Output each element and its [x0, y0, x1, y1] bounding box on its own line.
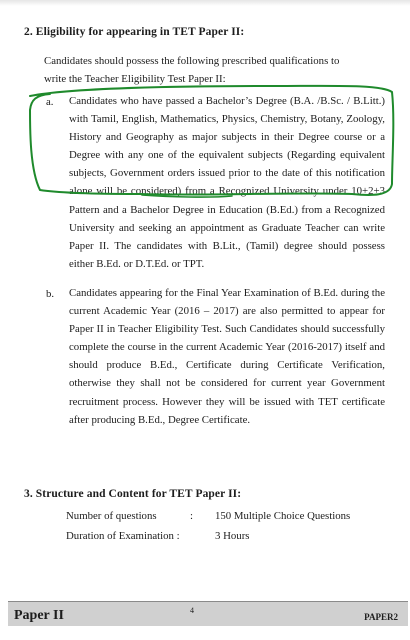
- duration-label: Duration of Examination :: [66, 530, 180, 542]
- footer-paper-label: Paper II: [14, 608, 64, 623]
- questions-value: 150 Multiple Choice Questions: [215, 510, 351, 522]
- footer-bar: [8, 601, 408, 626]
- section-3-heading: 3. Structure and Content for TET Paper II:: [24, 488, 242, 500]
- item-a-text: Candidates who have passed a Bachelor’s Degree (B.A. /B.Sc. / B.Litt.) with Tamil, English, Mathematics, Physics, Chemistry, Botany, Zoology, History and Geography as major subjects in their Degree course or a Degree with any one of the equivalent subjects (Regarding equivalent subjects, Government orders issued prior to the date of this notification alone will be considered) from a Recognized University under 10+2+3 Pattern and a Bachelor Degree in Education (B.Ed.) from a Recognized University and seeking an appointment as Graduate Teacher can write Paper II. The candidates with B.Lit., (Tamil) degree should possess either B.Ed. or D.T.Ed. or TPT.: [69, 95, 385, 270]
- questions-separator: :: [190, 510, 193, 522]
- item-b-text: Candidates appearing for the Final Year Examination of B.Ed. during the current Academic Year (2016 – 2017) are also permitted to appear for Paper II in Teacher Eligibility Test. Such Candidates should successfully complete the course in the current Academic Year (2016-2017) itself and should produce B.Ed., Certificate during Certificate Verification, otherwise they shall not be considered for current year Government recruitment process. However they will be issued with TET certificate after producing B.Ed., Degree Certificate.: [69, 287, 385, 426]
- footer-page-number: 4: [190, 606, 194, 615]
- section-2-intro-line-2: write the Teacher Eligibility Test Paper II:: [44, 73, 226, 85]
- hand-drawn-outline: [30, 86, 393, 195]
- section-2-heading: 2. Eligibility for appearing in TET Paper II:: [24, 26, 245, 38]
- item-a-marker: a.: [46, 96, 54, 108]
- duration-value: 3 Hours: [215, 530, 250, 542]
- questions-label: Number of questions: [66, 510, 157, 522]
- section-2-intro-line-1: Candidates should possess the following prescribed qualifications to: [44, 55, 340, 67]
- item-b-marker: b.: [46, 288, 55, 300]
- footer-code: PAPER2: [364, 612, 398, 622]
